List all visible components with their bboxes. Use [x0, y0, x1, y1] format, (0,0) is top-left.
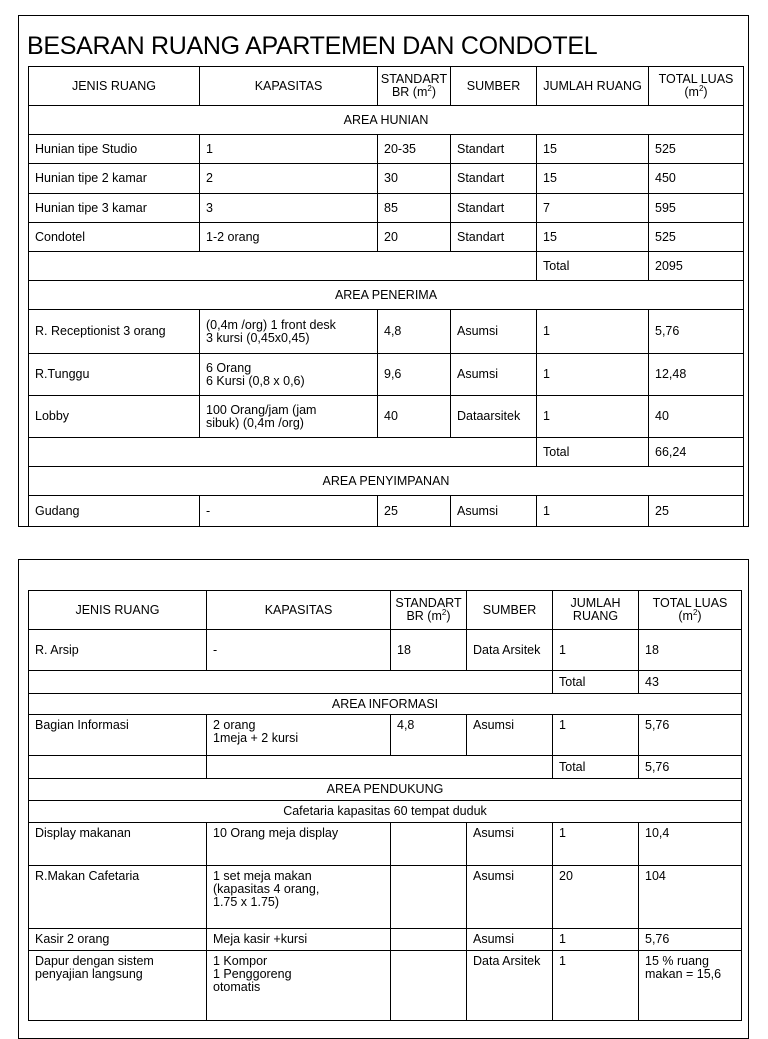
- cell-sumber: Standart: [451, 223, 537, 252]
- cell-total: 12,48: [649, 354, 744, 396]
- cell-kapasitas: -: [207, 630, 391, 671]
- header-sumber: SUMBER: [467, 591, 553, 630]
- cell-jenis: Bagian Informasi: [29, 715, 207, 756]
- document-page-1: [18, 15, 749, 527]
- space-table-2: [28, 590, 742, 1021]
- total-row: [29, 438, 744, 467]
- table-row: [29, 630, 742, 671]
- cell-jenis: Display makanan: [29, 823, 207, 866]
- section-area-hunian: AREA HUNIAN: [29, 106, 744, 135]
- cell-jenis: Hunian tipe Studio: [29, 135, 200, 164]
- total-label: Total: [553, 671, 639, 694]
- header-sumber: SUMBER: [451, 67, 537, 106]
- header-jenis-ruang: JENIS RUANG: [29, 591, 207, 630]
- cell-jenis: R.Makan Cafetaria: [29, 866, 207, 929]
- cell-sumber: Asumsi: [451, 496, 537, 527]
- section-row: [29, 779, 742, 801]
- cell-total: 10,4: [639, 823, 742, 866]
- cell-standart: 85: [378, 194, 451, 223]
- cell-total: 25: [649, 496, 744, 527]
- table-row: [29, 354, 744, 396]
- table-row: [29, 496, 744, 527]
- cell-total: 525: [649, 223, 744, 252]
- space-table-1: [28, 66, 744, 527]
- cell-standart: 9,6: [378, 354, 451, 396]
- cell-jumlah: 7: [537, 194, 649, 223]
- cell-total: 5,76: [649, 310, 744, 354]
- cell-total: 5,76: [639, 929, 742, 951]
- cell-standart: 40: [378, 396, 451, 438]
- cell-total: 40: [649, 396, 744, 438]
- cell-jumlah: 15: [537, 164, 649, 194]
- header-kapasitas: KAPASITAS: [200, 67, 378, 106]
- header-jumlah-ruang: JUMLAH RUANG: [553, 591, 639, 630]
- cell-standart: 18: [391, 630, 467, 671]
- cell-jenis: Gudang: [29, 496, 200, 527]
- table-row: [29, 715, 742, 756]
- total-label: Total: [553, 756, 639, 779]
- cell-total: 104: [639, 866, 742, 929]
- cell-standart: 20: [378, 223, 451, 252]
- cell-sumber: Standart: [451, 194, 537, 223]
- cell-sumber: Standart: [451, 135, 537, 164]
- cell-jenis: Lobby: [29, 396, 200, 438]
- cell-sumber: Asumsi: [467, 866, 553, 929]
- cell-sumber: Asumsi: [451, 310, 537, 354]
- table-row: [29, 929, 742, 951]
- cell-total: 15 % ruang makan = 15,6: [639, 951, 742, 1021]
- cell-sumber: Data Arsitek: [467, 951, 553, 1021]
- total-label: Total: [537, 252, 649, 281]
- cell-jumlah: 1: [553, 929, 639, 951]
- table-row: [29, 194, 744, 223]
- cell-jumlah: 15: [537, 135, 649, 164]
- cell-total: 5,76: [639, 715, 742, 756]
- total-row: [29, 756, 742, 779]
- header-standart: STANDART BR $(m^2)$: [391, 591, 467, 630]
- cell-standart: [391, 866, 467, 929]
- cell-kapasitas: (0,4m /org) 1 front desk 3 kursi (0,45x0,45): [200, 310, 378, 354]
- cell-standart: [391, 823, 467, 866]
- cell-kapasitas: Meja kasir +kursi: [207, 929, 391, 951]
- section-row: [29, 694, 742, 715]
- cell-standart: [391, 929, 467, 951]
- cell-kapasitas: 10 Orang meja display: [207, 823, 391, 866]
- section-row: [29, 801, 742, 823]
- cell-jenis: Condotel: [29, 223, 200, 252]
- table-row: [29, 951, 742, 1021]
- total-row: [29, 252, 744, 281]
- cell-standart: 4,8: [378, 310, 451, 354]
- total-row: [29, 671, 742, 694]
- total-value: 5,76: [639, 756, 742, 779]
- cell-jumlah: 20: [553, 866, 639, 929]
- cell-standart: 4,8: [391, 715, 467, 756]
- table-row: [29, 135, 744, 164]
- section-row: [29, 281, 744, 310]
- total-spacer: [29, 756, 207, 779]
- cell-sumber: Data Arsitek: [467, 630, 553, 671]
- header-kapasitas: KAPASITAS: [207, 591, 391, 630]
- cell-jumlah: 1: [553, 823, 639, 866]
- cell-jenis: R.Tunggu: [29, 354, 200, 396]
- cell-jumlah: 1: [537, 396, 649, 438]
- cell-jumlah: 1: [537, 310, 649, 354]
- section-row: [29, 106, 744, 135]
- document-title: BESARAN RUANG APARTEMEN DAN CONDOTEL: [27, 32, 598, 60]
- cell-sumber: Asumsi: [451, 354, 537, 396]
- table-row: [29, 396, 744, 438]
- cell-sumber: Standart: [451, 164, 537, 194]
- section-area-penerima: AREA PENERIMA: [29, 281, 744, 310]
- header-standart: STANDART BR $(m^2)$: [378, 67, 451, 106]
- total-value: 43: [639, 671, 742, 694]
- table-row: [29, 164, 744, 194]
- cell-total: 450: [649, 164, 744, 194]
- cell-standart: 25: [378, 496, 451, 527]
- header-jumlah-ruang: JUMLAH RUANG: [537, 67, 649, 106]
- total-spacer: [29, 438, 537, 467]
- subsection-cafetaria: Cafetaria kapasitas 60 tempat duduk: [29, 801, 742, 823]
- cell-jenis: Kasir 2 orang: [29, 929, 207, 951]
- cell-kapasitas: 1-2 orang: [200, 223, 378, 252]
- cell-total: 18: [639, 630, 742, 671]
- cell-kapasitas: 100 Orang/jam (jam sibuk) (0,4m /org): [200, 396, 378, 438]
- cell-jumlah: 1: [553, 951, 639, 1021]
- cell-jenis: Dapur dengan sistem penyajian langsung: [29, 951, 207, 1021]
- cell-jenis: R. Arsip: [29, 630, 207, 671]
- cell-kapasitas: -: [200, 496, 378, 527]
- cell-jumlah: 15: [537, 223, 649, 252]
- cell-jenis: Hunian tipe 3 kamar: [29, 194, 200, 223]
- header-total-luas: TOTAL LUAS $(m^2)$: [639, 591, 742, 630]
- cell-jumlah: 1: [553, 630, 639, 671]
- cell-standart: 30: [378, 164, 451, 194]
- section-area-pendukung: AREA PENDUKUNG: [29, 779, 742, 801]
- table-row: [29, 823, 742, 866]
- cell-standart: 20-35: [378, 135, 451, 164]
- cell-kapasitas: 1: [200, 135, 378, 164]
- cell-standart: [391, 951, 467, 1021]
- cell-jenis: R. Receptionist 3 orang: [29, 310, 200, 354]
- cell-jumlah: 1: [553, 715, 639, 756]
- total-value: 66,24: [649, 438, 744, 467]
- cell-kapasitas: 1 set meja makan (kapasitas 4 orang, 1.75 x 1.75): [207, 866, 391, 929]
- section-row: [29, 467, 744, 496]
- header-jenis-ruang: JENIS RUANG: [29, 67, 200, 106]
- section-area-informasi: AREA INFORMASI: [29, 694, 742, 715]
- cell-kapasitas: 2 orang 1meja + 2 kursi: [207, 715, 391, 756]
- header-total-luas: TOTAL LUAS $(m^2)$: [649, 67, 744, 106]
- cell-jumlah: 1: [537, 496, 649, 527]
- cell-jenis: Hunian tipe 2 kamar: [29, 164, 200, 194]
- table-row: [29, 223, 744, 252]
- document-page-2: [18, 559, 749, 1039]
- cell-kapasitas: 2: [200, 164, 378, 194]
- cell-jumlah: 1: [537, 354, 649, 396]
- cell-total: 595: [649, 194, 744, 223]
- table-header-row: [29, 67, 744, 106]
- table-row: [29, 866, 742, 929]
- total-spacer: [207, 756, 553, 779]
- cell-sumber: Asumsi: [467, 715, 553, 756]
- cell-total: 525: [649, 135, 744, 164]
- table-row: [29, 310, 744, 354]
- cell-sumber: Asumsi: [467, 823, 553, 866]
- table-header-row: [29, 591, 742, 630]
- total-spacer: [29, 671, 553, 694]
- cell-kapasitas: 6 Orang 6 Kursi (0,8 x 0,6): [200, 354, 378, 396]
- total-label: Total: [537, 438, 649, 467]
- cell-sumber: Dataarsitek: [451, 396, 537, 438]
- total-spacer: [29, 252, 537, 281]
- cell-kapasitas: 3: [200, 194, 378, 223]
- section-area-penyimpanan: AREA PENYIMPANAN: [29, 467, 744, 496]
- cell-kapasitas: 1 Kompor 1 Penggoreng otomatis: [207, 951, 391, 1021]
- cell-sumber: Asumsi: [467, 929, 553, 951]
- total-value: 2095: [649, 252, 744, 281]
